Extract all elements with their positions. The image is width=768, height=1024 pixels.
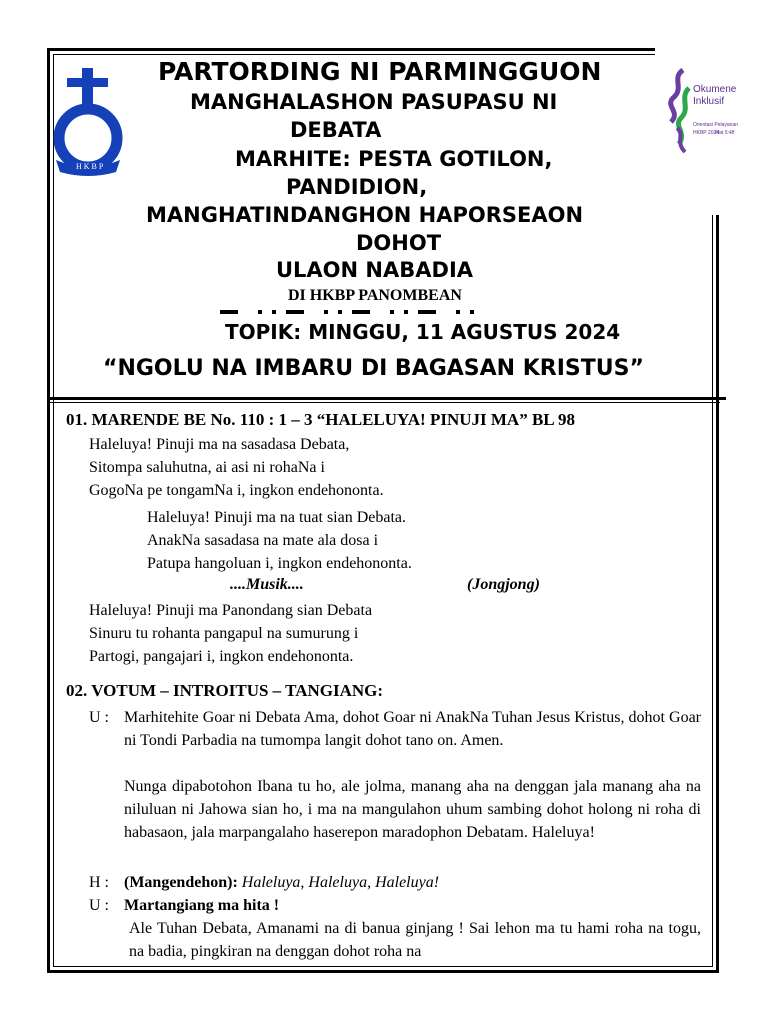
- musik-label: ....Musik....: [230, 576, 304, 593]
- okumene-sub-2: HKBP 2024: [693, 130, 720, 136]
- verse-line: Sitompa saluhutna, ai asi ni rohaNa i: [89, 459, 325, 476]
- verse-2: [147, 506, 412, 575]
- topik-line: TOPIK: MINGGU, 11 AGUSTUS 2024: [225, 320, 621, 344]
- okumene-title-2: Inklusif: [693, 96, 725, 107]
- jongjong-label: (Jongjong): [467, 576, 540, 593]
- header-divider: [50, 397, 726, 400]
- h-text: [124, 871, 439, 894]
- section-2-heading: 02. VOTUM – INTROITUS – TANGIANG:: [66, 681, 384, 700]
- verse-line: Partogi, pangajari i, ingkon endehononta.: [89, 648, 354, 665]
- header-line-2: MANGHALASHON PASUPASU NI: [190, 90, 558, 114]
- okumene-sub-1: Orientasi Pelayanan: [693, 122, 739, 128]
- okumene-sub-3: Mat 5:48: [715, 130, 735, 136]
- header-line-6: MANGHATINDANGHON HAPORSEAON: [146, 203, 584, 227]
- prayer-heading: Martangiang ma hita !: [124, 897, 280, 914]
- prayer-text: Ale Tuhan Debata, Amanami na di banua ginjang ! Sai lehon ma tu hami roha na togu, na badia, pingkiran na denggan dohot roha na: [129, 920, 701, 960]
- verse-line: Haleluya! Pinuji ma na tuat sian Debata.: [147, 509, 407, 526]
- header-line-8: ULAON NABADIA: [276, 258, 474, 282]
- hkbp-banner-text: HKBP: [76, 162, 106, 171]
- okumene-title-1: Okumene: [693, 84, 737, 95]
- section-1-heading: 01. MARENDE BE No. 110 : 1 – 3 “HALELUYA! PINUJI MA” BL 98: [66, 410, 575, 429]
- header-line-5: PANDIDION,: [286, 175, 428, 199]
- h-label: H :: [89, 874, 109, 891]
- header-line-7: DOHOT: [356, 231, 442, 255]
- u-text-1: Marhitehite Goar ni Debata Ama, dohot Goar ni AnakNa Tuhan Jesus Kristus, dohot Goar ni Tondi Parbadia na tumompa langit dohot tano on. Amen.: [124, 709, 701, 749]
- u-label-2: U :: [89, 897, 109, 914]
- h-text-bold: (Mangendehon):: [124, 874, 238, 891]
- verse-line: Haleluya! Pinuji ma na sasadasa Debata,: [89, 436, 350, 453]
- verse-line: Haleluya! Pinuji ma Panondang sian Debata: [89, 602, 373, 619]
- verse-line: AnakNa sasadasa na mate ala dosa i: [147, 532, 379, 549]
- decorative-dash-dot-line: [220, 307, 520, 319]
- h-text-italic: Haleluya, Haleluya, Haleluya!: [237, 874, 440, 891]
- theme-line: “NGOLU NA IMBARU DI BAGASAN KRISTUS”: [103, 356, 644, 381]
- u-label: U :: [89, 709, 109, 726]
- verse-1: [89, 433, 384, 502]
- verse-line: Patupa hangoluan i, ingkon endehononta.: [147, 555, 412, 572]
- verse-line: Sinuru tu rohanta pangapul na sumurung i: [89, 625, 359, 642]
- u-text-2: Nunga dipabotohon Ibana tu ho, ale jolma, manang aha na denggan jala manang aha na niluluan ni Jahowa sian ho, i ma na mangulahon uhum sambing dohot holong ni roha di habasaon, jala marpangalaho haserepon maradophon Debatam. Haleluya!: [124, 778, 701, 841]
- okumene-inklusif-icon: [663, 68, 701, 158]
- hkbp-logo: [50, 66, 126, 178]
- church-name: DI HKBP PANOMBEAN: [288, 287, 462, 304]
- header-line-1: PARTORDING NI PARMINGGUON: [158, 57, 602, 86]
- verse-line: GogoNa pe tongamNa i, ingkon endehononta.: [89, 482, 384, 499]
- okumene-logo-card: [655, 30, 745, 215]
- header-divider-thin: [50, 402, 720, 403]
- header-line-3: DEBATA: [290, 118, 382, 142]
- verse-3: [89, 599, 372, 668]
- header-line-4: MARHITE: PESTA GOTILON,: [235, 147, 553, 171]
